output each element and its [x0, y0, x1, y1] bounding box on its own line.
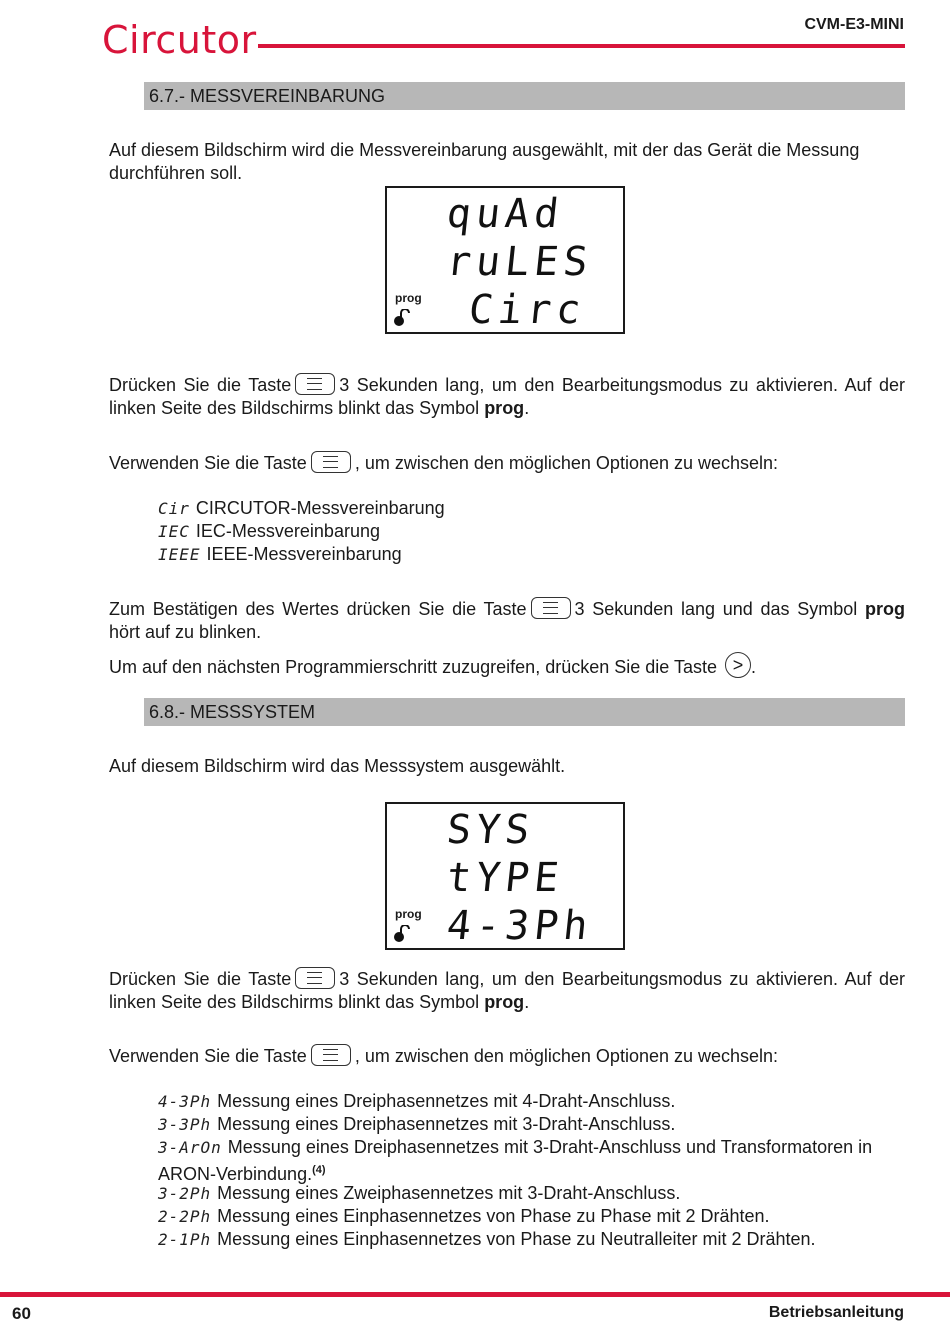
section1-press-instruction: Drücken Sie die Taste 3 Sekunden lang, um den Bearbeitungsmodus zu aktivieren. Auf der linken Seite des Bildschirms blinkt das Symbol prog. — [109, 375, 905, 418]
lcd-line-2: tYPE — [444, 855, 566, 901]
section1-next-instruction: Um auf den nächsten Programmierschritt zuzugreifen, drücken Sie die Taste > . — [109, 652, 905, 679]
prog-label: prog — [395, 907, 422, 921]
unlock-icon — [393, 309, 411, 327]
menu-key-icon — [295, 373, 335, 395]
menu-key-icon — [311, 451, 351, 473]
model-name: CVM-E3-MINI — [804, 16, 904, 33]
section2-intro: Auf diesem Bildschirm wird das Messsystem ausgewählt. — [109, 756, 566, 776]
option-row: 4-3Ph Messung eines Dreiphasennetzes mit 4-Draht-Anschluss. — [158, 1091, 676, 1111]
header-rule — [258, 44, 905, 48]
unlock-icon — [393, 925, 411, 943]
section1-intro: Auf diesem Bildschirm wird die Messvereinbarung ausgewählt, mit der das Gerät die Messung durchführen soll. — [109, 140, 860, 183]
section1-use-instruction: Verwenden Sie die Taste , um zwischen den möglichen Optionen zu wechseln: — [109, 453, 779, 473]
option-row: 2-2Ph Messung eines Einphasennetzes von Phase zu Phase mit 2 Drähten. — [158, 1206, 770, 1226]
section-title-messvereinbarung: 6.7.- MESSVEREINBARUNG — [144, 82, 905, 110]
lcd-line-1: SYS — [444, 807, 537, 853]
option-row: 2-1Ph Messung eines Einphasennetzes von Phase zu Neutralleiter mit 2 Drähten. — [158, 1229, 816, 1249]
lcd-display-quad-rules — [385, 186, 625, 334]
lcd-line-1: quAd — [444, 191, 566, 237]
lcd-line-2: ruLES — [444, 239, 595, 285]
option-row: 3-2Ph Messung eines Zweiphasennetzes mit 3-Draht-Anschluss. — [158, 1183, 681, 1203]
menu-key-icon — [531, 597, 571, 619]
section2-use-instruction: Verwenden Sie die Taste , um zwischen den möglichen Optionen zu wechseln: — [109, 1046, 779, 1066]
prog-label: prog — [395, 291, 422, 305]
option-row: IEC IEC-Messvereinbarung — [158, 521, 380, 541]
menu-key-icon — [295, 967, 335, 989]
option-row: 3-3Ph Messung eines Dreiphasennetzes mit 3-Draht-Anschluss. — [158, 1114, 676, 1134]
menu-key-icon — [311, 1044, 351, 1066]
page-number: 60 — [12, 1304, 31, 1323]
section1-confirm-instruction: Zum Bestätigen des Wertes drücken Sie die Taste 3 Sekunden lang und das Symbol prog hört auf zu blinken. — [109, 599, 905, 642]
footer-rule — [0, 1292, 950, 1297]
section2-press-instruction: Drücken Sie die Taste 3 Sekunden lang, um den Bearbeitungsmodus zu aktivieren. Auf der linken Seite des Bildschirms blinkt das Symbol prog. — [109, 969, 905, 1012]
section-title-messsystem: 6.8.- MESSSYSTEM — [144, 698, 905, 726]
lcd-line-3: 4-3Ph — [444, 903, 595, 949]
option-row: 3-ArOn Messung eines Dreiphasennetzes mit 3-Draht-Anschluss und Transformatoren in ARON-Verbindung.$^{(4)}$ — [158, 1137, 873, 1184]
option-row: Cir CIRCUTOR-Messvereinbarung — [158, 498, 445, 518]
next-key-icon: > — [725, 652, 751, 678]
option-row: IEEE IEEE-Messvereinbarung — [158, 544, 402, 564]
lcd-display-sys-type — [385, 802, 625, 950]
footer-title: Betriebsanleitung — [768, 1304, 904, 1321]
circutor-logo: Circutor — [102, 18, 257, 62]
lcd-line-3: Circ — [466, 287, 588, 333]
